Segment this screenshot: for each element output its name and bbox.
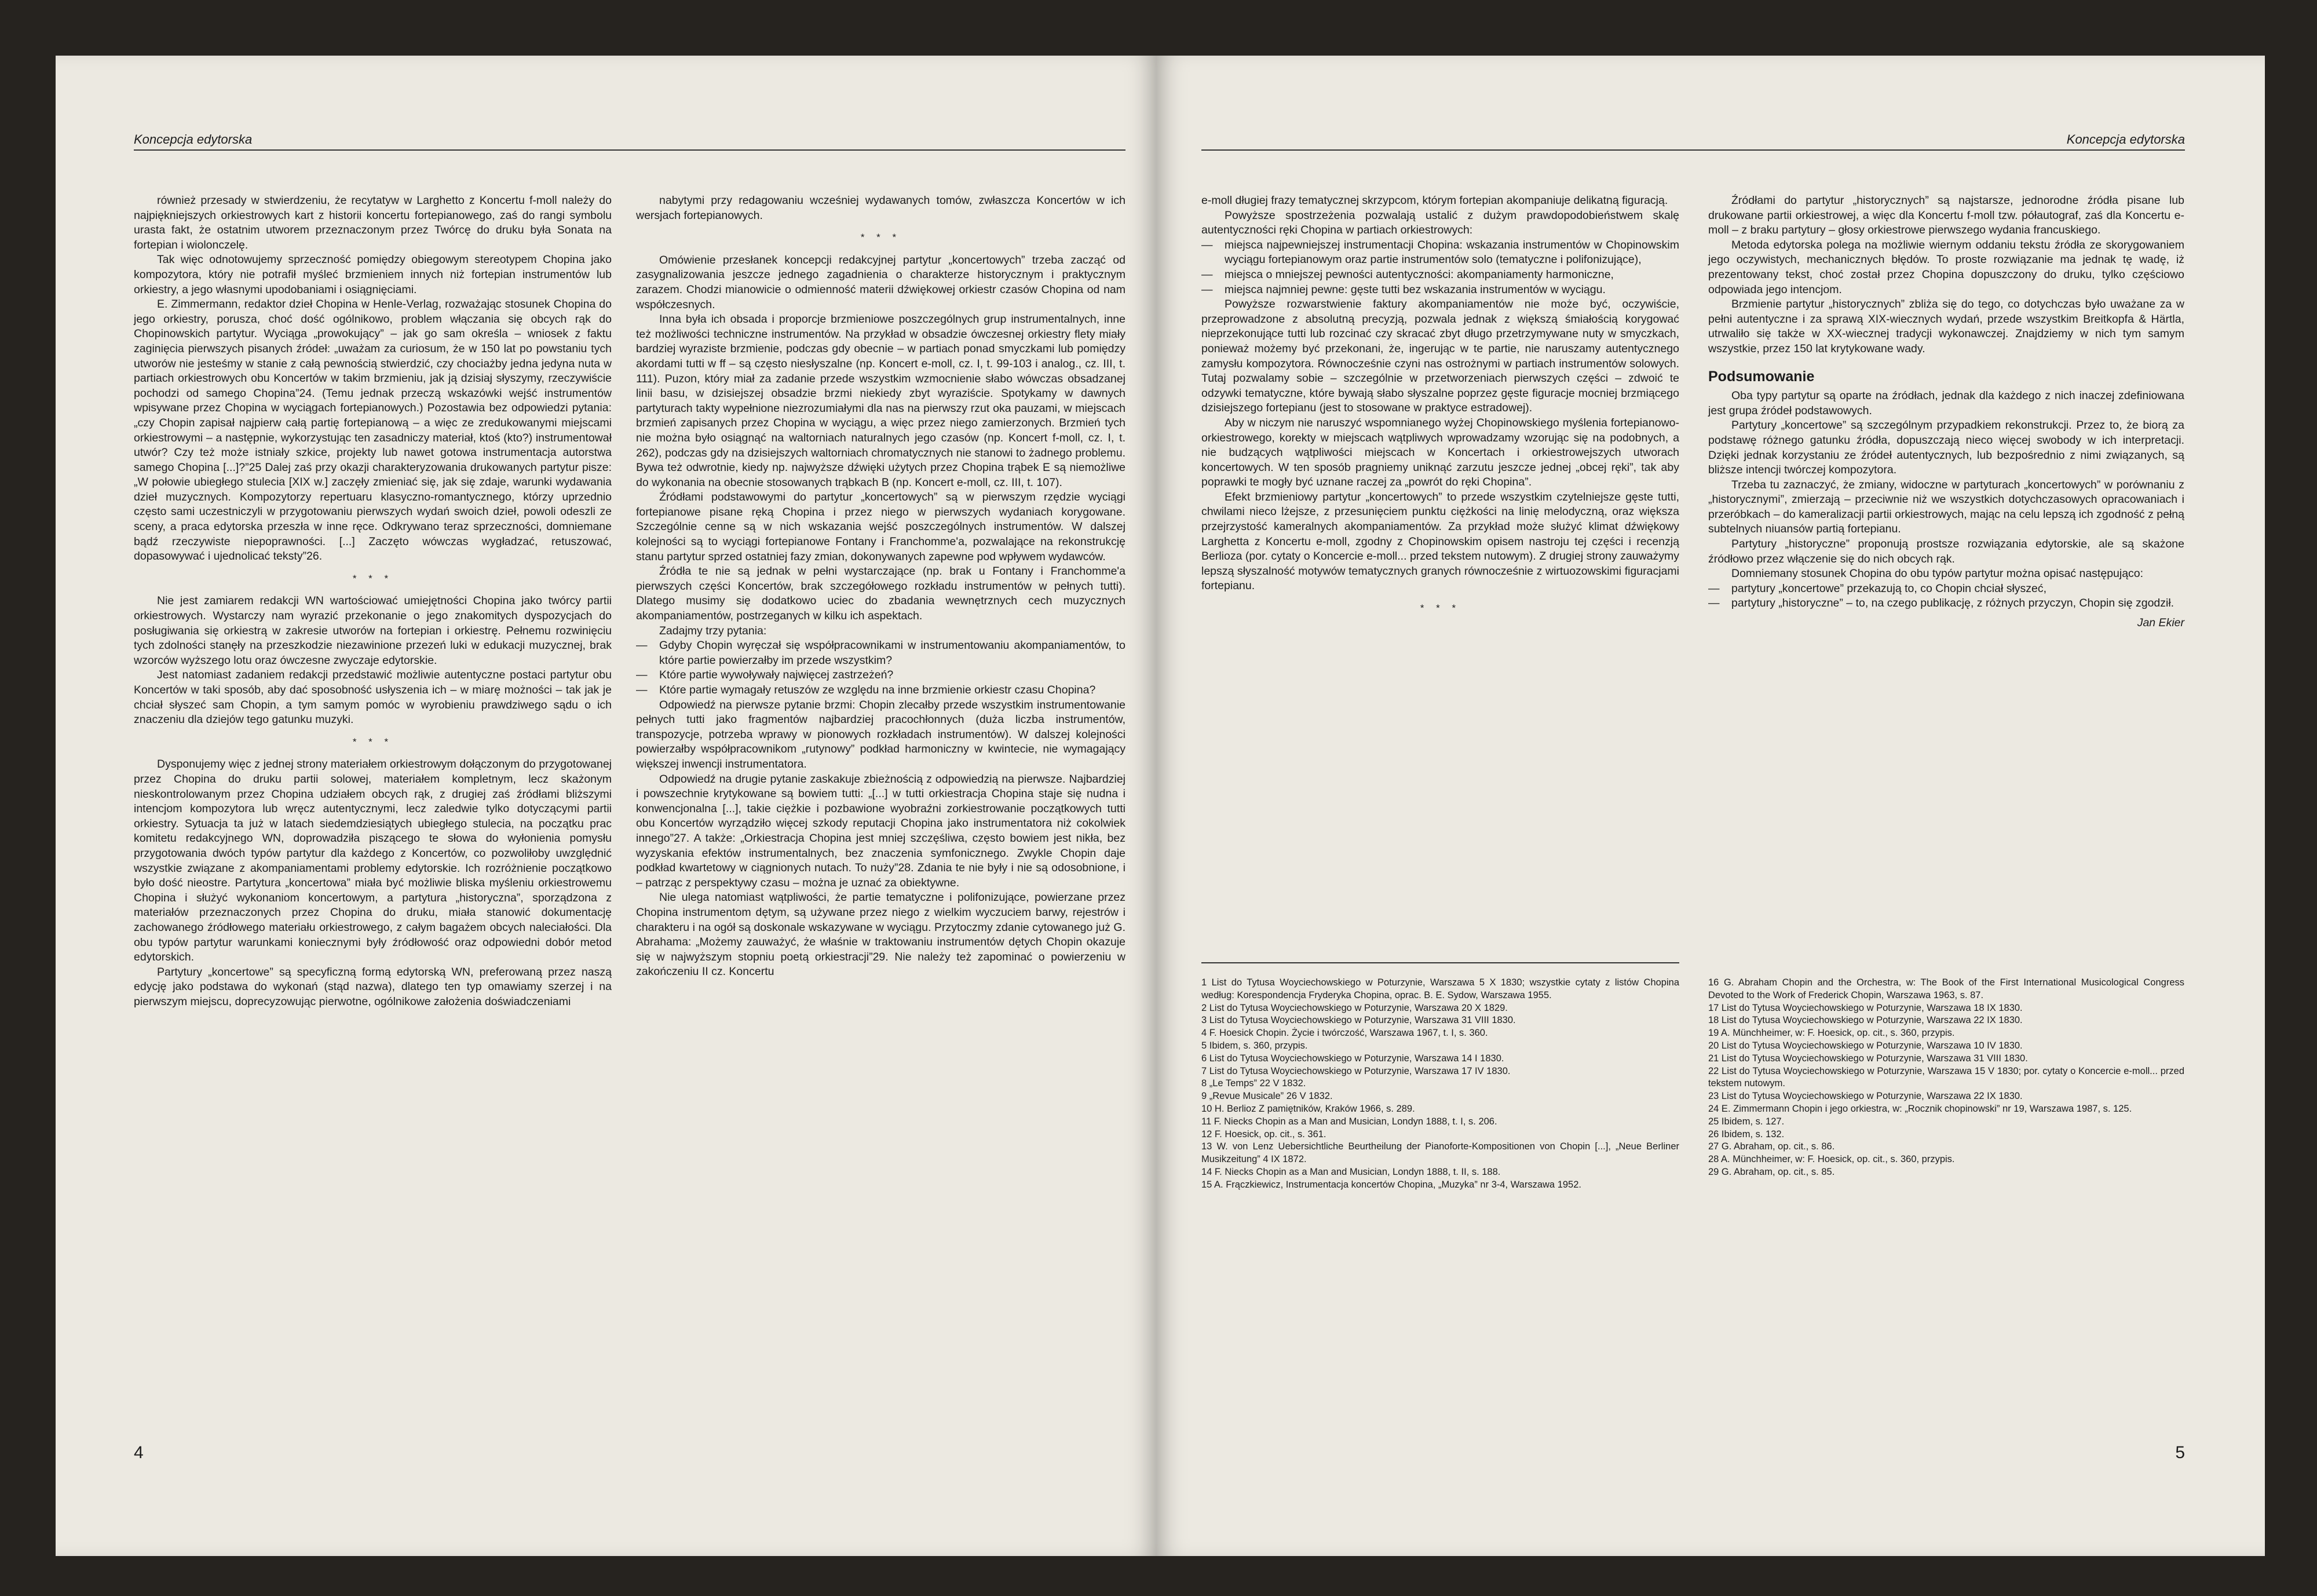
page-number-left: 4 [134,1443,144,1462]
list-item: — Gdyby Chopin wyręczał się współpracownikami w instrumentowaniu akompaniamentów, to które partie powierzałby im przede wszystkim? [659,638,1125,668]
list-item: — miejsca najmniej pewne: gęste tutti bez wskazania instrumentów w wyciągu. [1225,283,1679,298]
paragraph: Metoda edytorska polega na możliwie wiernym oddaniu tekstu źródła ze skorygowaniem jego oczywistych, mechanicznych błędów. To proste rozwiązanie ma jednak tę wadę, iż prezentowany tekst, choć został przez Chopina dopuszczony do druku, tylko częściowo odpowiada jego intencjom. [1708,238,2184,296]
footnotes-column-1 [1201,977,1679,1192]
footnote: 26 Ibidem, s. 132. [1708,1128,1785,1140]
paragraph: Tak więc odnotowujemy sprzeczność pomiędzy obiegowym stereotypem Chopina jako kompozytora, który nie potrafił myśleć brzmieniem innych niż fortepian instrumentów lub orkiestry, a jego własnymi upodobaniami i osiągnięciami. [134,253,612,296]
paragraph: Źródłami do partytur „historycznych” są najstarsze, jednorodne źródła pisane lub drukowane partii orkiestrowej, a więc dla Koncertu f-moll tzw. półautograf, zaś dla Koncertu e-moll – z braku partytury – głosy orkiestrowe pierwszego wydania francuskiego. [1708,194,2184,237]
paragraph: Odpowiedź na drugie pytanie zaskakuje zbieżnością z odpowiedzią na pierwsze. Najbardziej i powszechnie krytykowane są bowiem tutti: „[...] w tutti orkiestracja Chopina staje się nudna i konwencjonalna [...], takie ciężkie i pozbawione wyobraźni zorkiestrowanie początkowych tutti obu Koncertów wyrządziło więcej szkody reputacji Chopina jako instrumentatora niż cokolwiek innego”27. A także: „Orkiestracja Chopina jest mniej szczęśliwa, często bowiem jest nikła, bez wyzyskania efektów instrumentalnych, bez znaczenia symfonicznego. Zwykle Chopin daje podkład kwartetowy w ciągnionych nutach. To nuży”28. Zdania te nie były i nie są odosobnione, i – patrząc z perspektywy czasu – można je uznać za obiektywne. [636,772,1125,889]
footnote: 21 List do Tytusa Woyciechowskiego w Poturzynie, Warszawa 31 VIII 1830. [1708,1053,2028,1064]
section-separator: * * * [1420,602,1461,614]
footnote: 3 List do Tytusa Woyciechowskiego w Poturzynie, Warszawa 31 VIII 1830. [1201,1015,1516,1026]
text-column-2 [636,193,1125,980]
footnote: 1 List do Tytusa Woyciechowskiego w Poturzynie, Warszawa 5 X 1830; wszystkie cytaty z listów Chopina według: Korespondencja Fryderyka Chopina, oprac. B. E. Sydow, Warszawa 1955. [1201,977,1679,1000]
footnotes-column-2 [1708,977,2184,1179]
paragraph: Powyższe rozwarstwienie faktury akompaniamentów nie może być, oczywiście, przeprowadzone z absolutną precyzją, pozwala jednak z większą śmiałością korygować nieprzekonujące tutti lub rozcinać czy skracać zbyt długo przetrzymywane nuty w smyczkach, ponieważ możemy być przekonani, że, ingerując w te partie, nie naruszamy autentycznego zamysłu kompozytora. Równocześnie czyni nas ostrożnymi w partiach instrumentów solowych. Tutaj pozwalamy sobie – szczególnie w przetworzeniach pierwszych części – zdwoić te odzywki tematyczne, które bywają słabo słyszalne poprzez gęste figuracje mocniej brzmiącego dzisiejszego fortepianu (jest to stosowane w praktyce estradowej). [1201,298,1679,415]
paragraph: Nie jest zamiarem redakcji WN wartościować umiejętności Chopina jako twórcy partii orkiestrowych. Wystarczy nam wyrazić przekonanie o jego znakomitych dyspozycjach do posługiwania się orkiestrą w zakresie utworów na fortepian i orkiestrę. Pełnemu rozwinięciu tych zdolności stanęły na przeszkodzie niezawinione przezeń luki w edukacji muzycznej, brak wzorców wyższego lotu oraz ówczesne zwyczaje edytorskie. [134,594,612,667]
paragraph: e-moll długiej frazy tematycznej skrzypcom, którym fortepian akompaniuje delikatną figuracją. [1201,194,1668,207]
header-rule [134,149,1125,151]
footnote: 17 List do Tytusa Woyciechowskiego w Poturzynie, Warszawa 18 IX 1830. [1708,1002,2023,1013]
footnote: 25 Ibidem, s. 127. [1708,1116,1785,1127]
text-column-1 [1201,193,1679,624]
paragraph: Partytury „koncertowe” są szczególnym przypadkiem rekonstrukcji. Przez to, że biorą za podstawę różnego gatunku źródła, dopuszczają nieco więcej swobody w ich interpretacji. Dzięki jednak korzystaniu ze źródeł autentycznych, lub bezpośrednio z nimi związanych, są bliższe intencji twórczej kompozytora. [1708,419,2184,477]
section-separator: * * * [352,572,393,584]
paragraph: Nie ulega natomiast wątpliwości, że partie tematyczne i polifonizujące, powierzane przez Chopina instrumentom dętym, są używane przez niego z wielkim wyczuciem barwy, rejestrów i charakteru i na ogół są doskonale wskazywane w wyciągu. Przytoczmy zdanie cytowanego już G. Abrahama: „Możemy zauważyć, że właśnie w traktowaniu instrumentów dętych Chopin okazuje się w najwyższym stopniu poetą orkiestracji”29. Nie należy też zapominać o powierzeniu w zakończeniu II cz. Koncertu [636,891,1125,978]
left-page [56,56,1156,1556]
list-item: — partytury „koncertowe” przekazują to, co Chopin chciał słyszeć, [1731,582,2184,597]
paragraph: Inna była ich obsada i proporcje brzmieniowe poszczególnych grup instrumentalnych, inne też możliwości techniczne instrumentów. Na przykład w obsadzie ówczesnej orkiestry flety miały bardziej wyraziste brzmienie, podczas gdy obecnie – w partiach ponad smyczkami lub pomiędzy akordami tutti w ff – są często niesłyszalne (np. Koncert e-moll, cz. I, t. 99-103 i analog., cz. III, t. 111). Puzon, który miał za zadanie przede wszystkim wzmocnienie słabo wówczas obsadzanej linii basu, w dzisiejszej obsadzie brzmi niekiedy zbyt wyraziście. Spotykamy w dawnych partyturach takty wypełnione niezrozumiałymi dla nas na pierwszy rzut oka pauzami, w miejscach brzmień zapisanych przez Chopina w wyciągu, a więc przez niego zamierzonych. Brzmień tych nie można było osiągnąć na waltorniach naturalnych jego czasów (np. Koncert f-moll, cz. I, t. 262), podczas gdy na dzisiejszych waltorniach chromatycznych nie stanowi to żadnego problemu. Bywa też odwrotnie, kiedy np. najwyższe dźwięki użytych przez Chopina trąbek E są niemożliwe do wykonania na obecnie stosowanych trąbkach B (np. Koncert e-moll, cz. III, t. 107). [636,313,1125,489]
running-header-right: Koncepcja edytorska [2066,132,2185,147]
paragraph: Źródłami podstawowymi do partytur „koncertowych” są w pierwszym rzędzie wyciągi fortepianowe pisane ręką Chopina i przez niego w pierwszych wydaniach korygowane. Szczególnie cenne są w nich wskazania wejść poszczególnych instrumentów. W dalszej kolejności są to wyciągi fortepianowe Fontany i Franchomme'a, pozwalające na rekonstrukcję stanu partytur sprzed ostatniej fazy zmian, dokonywanych zapewne pod wpływem wydawców. [636,491,1125,563]
footnote: 9 „Revue Musicale” 26 V 1832. [1201,1091,1333,1102]
footnote-rule [1201,962,1679,963]
paragraph: Oba typy partytur są oparte na źródłach, jednak dla każdego z nich inaczej zdefiniowana jest grupa źródeł podstawowych. [1708,389,2184,417]
paragraph: Partytury „koncertowe” są specyficzną formą edytorską WN, preferowaną przez naszą edycję jako podstawa do wykonań (stąd nazwa), dlatego ten typ omawiamy szerzej i na pierwszym miejscu, doprecyzowując pierwotne, ogólnikowe założenia doświadczeniami [134,965,612,1008]
footnote: 27 G. Abraham, op. cit., s. 86. [1708,1141,1835,1152]
footnote: 23 List do Tytusa Woyciechowskiego w Poturzynie, Warszawa 22 IX 1830. [1708,1091,2023,1102]
list-item: — Które partie wymagały retuszów ze względu na inne brzmienie orkiestr czasu Chopina? [659,683,1125,698]
bullet-list [636,638,1125,697]
text-column-2 [1708,193,2184,631]
list-item: — miejsca najpewniejszej instrumentacji Chopina: wskazania instrumentów w Chopinowskim wyciągu fortepianowym oraz partie instrumentów solo (tematyczne i polifonizujące), [1225,238,1679,268]
list-item: — miejsca o mniejszej pewności autentyczności: akompaniamenty harmoniczne, [1225,268,1679,283]
section-separator: * * * [860,232,901,243]
footnote: 29 G. Abraham, op. cit., s. 85. [1708,1166,1835,1177]
footnote: 5 Ibidem, s. 360, przypis. [1201,1040,1308,1051]
list-item: — Które partie wywoływały najwięcej zastrzeżeń? [659,668,1125,683]
footnote: 12 F. Hoesick, op. cit., s. 361. [1201,1128,1326,1140]
paragraph: Omówienie przesłanek koncepcji redakcyjnej partytur „koncertowych” trzeba zacząć od zasygnalizowania jeszcze jednego zagadnienia o charakterze historycznym i praktycznym zarazem. Chodzi mianowicie o odmienność materii dźwiękowej orkiestr czasów Chopina od nam współczesnych. [636,253,1125,311]
footnote: 24 E. Zimmermann Chopin i jego orkiestra, w: „Rocznik chopinowski” nr 19, Warszawa 1987, s. 125. [1708,1103,2132,1114]
running-header-left: Koncepcja edytorska [134,132,253,147]
footnote: 4 F. Hoesick Chopin. Życie i twórczość, Warszawa 1967, t. I, s. 360. [1201,1028,1488,1039]
footnote: 15 A. Frączkiewicz, Instrumentacja koncertów Chopina, „Muzyka” nr 3-4, Warszawa 1952. [1201,1179,1581,1190]
footnote: 8 „Le Temps” 22 V 1832. [1201,1078,1306,1089]
paragraph: nabytymi przy redagowaniu wcześniej wydawanych tomów, zwłaszcza Koncertów w ich wersjach fortepianowych. [636,194,1125,222]
paragraph: Dysponujemy więc z jednej strony materiałem orkiestrowym dołączonym do przygotowanej przez Chopina do druku partii solowej, materiałem kompletnym, lecz skażonym nieskontrolowanym przez Chopina udziałem obcych rąk, z drugiej zaś źródłami bliższymi intencjom kompozytora lub wręcz autentycznymi, lecz zaledwie tylko dotyczącymi partii orkiestry. Sytuacja ta już w latach siedemdziesiątych ubiegłego stulecia, na początku prac komitetu redakcyjnego WN, doprowadziła piszącego te słowa do wyłonienia pomysłu przygotowania dwóch typów partytur dla każdego z Koncertów, co pozwoliłoby uwzględnić wszystkie związane z akompaniamentami problemy edytorskie. Ich rozróżnienie początkowo było dość nieostre. Partytura „koncertowa” miała być możliwie bliska myśleniu orkiestrowemu Chopina i służyć wykonaniom koncertowym, a partytura „historyczna”, sporządzona z materiałów przeznaczonych przez Chopina do druku, miała stanowić dokumentację zachowanego źródłowego materiału orkiestrowego, z całym bagażem obcych naleciałości. Dla obu typów partytur warunkami koniecznymi były źródłowość oraz odpowiedni dobór metod edytorskich. [134,758,612,964]
paragraph: Brzmienie partytur „historycznych” zbliża się do tego, co dotychczas było uważane za w pełni autentyczne i za sprawą XIX-wiecznych wydań, przede wszystkim Breitkopfa & Härtla, utrwaliło się także w XX-wiecznej tradycji wykonawczej. Znajdziemy w nich tym samym wszystkie, przez 150 lat krytykowane wady. [1708,298,2184,355]
right-page [1156,56,2265,1556]
page-number-right: 5 [2175,1443,2185,1462]
footnote: 19 A. Münchheimer, w: F. Hoesick, op. cit., s. 360, przypis. [1708,1028,1955,1039]
paragraph: Aby w niczym nie naruszyć wspomnianego wyżej Chopinowskiego myślenia fortepianowo-orkiestrowego, korekty w miejscach wątpliwych wprowadzamy wzorując się na podobnych, a nie budzących wątpliwości miejscach w Koncertach i orkiestrowejszych utworach koncertowych. W ten sposób pragniemy uniknąć zarzutu jeszcze jednej „obcej ręki”, tak aby poprawki te mogły być uznane raczej za „powrót do ręki Chopina”. [1201,416,1679,489]
footnote: 11 F. Niecks Chopin as a Man and Musician, Londyn 1888, t. I, s. 206. [1201,1116,1497,1127]
footnote: 16 G. Abraham Chopin and the Orchestra, w: The Book of the First International Musicological Congress Devoted to the Work of Frederick Chopin, Warszawa 1963, s. 87. [1708,977,2184,1000]
bullet-list [1201,238,1679,297]
footnote: 14 F. Niecks Chopin as a Man and Musician, Londyn 1888, t. II, s. 188. [1201,1166,1501,1177]
header-rule [1201,149,2185,151]
footnote: 20 List do Tytusa Woyciechowskiego w Poturzynie, Warszawa 10 IV 1830. [1708,1040,2023,1051]
paragraph: Efekt brzmieniowy partytur „koncertowych” to przede wszystkim czytelniejsze gęste tutti, chwilami nieco lżejsze, z przesunięciem punktu ciężkości na linię melodyczną, oraz większa przejrzystość kameralnych akompaniamentów. Za przykład może służyć klimat dźwiękowy Larghetta z Koncertu e-moll, zgodny z Chopinowskim opisem nastroju tej części i recenzją Berlioza (por. cytaty o Koncercie e-moll... przed tekstem nutowym). Z drugiej strony zauważymy lepszą słyszalność motywów tematycznych granych równocześnie z wirtuozowskimi figuracjami fortepianu. [1201,490,1679,593]
footnote: 2 List do Tytusa Woyciechowskiego w Poturzynie, Warszawa 20 X 1829. [1201,1002,1508,1013]
paragraph: Powyższe spostrzeżenia pozwalają ustalić z dużym prawdopodobieństwem skalę autentyczności ręki Chopina w partiach orkiestrowych: [1201,209,1679,237]
paragraph: Domniemany stosunek Chopina do obu typów partytur można opisać następująco: [1731,567,2144,580]
bullet-list [1708,582,2184,611]
footnote: 22 List do Tytusa Woyciechowskiego w Poturzynie, Warszawa 15 V 1830; por. cytaty o Koncercie e-moll... przed tekstem nutowym. [1708,1065,2184,1089]
footnote: 18 List do Tytusa Woyciechowskiego w Poturzynie, Warszawa 22 IX 1830. [1708,1015,2023,1026]
paragraph: Odpowiedź na pierwsze pytanie brzmi: Chopin zlecałby przede wszystkim instrumentowanie pełnych tutti jako fragmentów najbardziej pracochłonnych (duża liczba instrumentów, transpozycje, potrzeba wprawy w pionowych rozkładach instrumentów). W dalszej kolejności powierzałby współpracownikom „rutynowy” podkład harmoniczny w kwintecie, nie wymagający większej inwencji instrumentatora. [636,698,1125,770]
section-separator: * * * [352,736,393,747]
paragraph: również przesady w stwierdzeniu, że recytatyw w Larghetto z Koncertu f-moll należy do najpiękniejszych orkiestrowych kart z historii koncertu fortepianowego, zaś do rangi symbolu urasta fakt, że ostatnim utworem przeznaczonym przez Twórcę do druku była Sonata na fortepian i wiolonczelę. [134,194,612,251]
section-heading: Podsumowanie [1708,368,1815,385]
text-column-1 [134,193,612,1009]
paragraph: Zadajmy trzy pytania: [659,624,767,637]
footnote: 13 W. von Lenz Uebersichtliche Beurtheilung der Pianoforte-Kompositionen von Chopin [...], „Neue Berliner Musikzeitung” 4 IX 1872. [1201,1141,1679,1165]
author-signature: Jan Ekier [2137,616,2184,630]
paragraph: Partytury „historyczne” proponują prostsze rozwiązania edytorskie, ale są skażone źródłowo przez włączenie się do nich obcych rąk. [1708,538,2184,565]
footnote: 7 List do Tytusa Woyciechowskiego w Poturzynie, Warszawa 17 IV 1830. [1201,1065,1511,1076]
footnote: 10 H. Berlioz Z pamiętników, Kraków 1966, s. 289. [1201,1103,1415,1114]
list-item: — partytury „historyczne” – to, na czego publikację, z różnych przyczyn, Chopin się zgodził. [1731,596,2184,611]
paragraph: Źródła te nie są jednak w pełni wystarczające (np. brak u Fontany i Franchomme'a pierwszych części Koncertów, brak szczegółowego rozkładu instrumentów w pełnych tutti). Dlatego musimy się dodatkowo uciec do zbadania wewnętrznych cech muzycznych akompaniamentów, postrzeganych w kilku ich aspektach. [636,565,1125,623]
paragraph: E. Zimmermann, redaktor dzieł Chopina w Henle-Verlag, rozważając stosunek Chopina do jego orkiestry, porusza, choć dość ogólnikowo, problem włączania się obcych rąk do Chopinowskich partytur. Wyciąga „prowokujący” – jak go sam określa – wniosek z faktu zaginięcia pierwszych pisanych źródeł: „uważam za curiosum, że w 150 lat po powstaniu tych utworów nie jesteśmy w stanie z całą pewnością stwierdzić, czy chociażby jedna jedyna nuta w partiach orkiestrowych obu Koncertów w takim brzmieniu, jak ją dzisiaj słyszymy, rzeczywiście pochodzi od samego Chopina”24. (Temu jednak przeczą wskazówki wejść instrumentów wpisywane przez Chopina w wyciągach fortepianowych.) Pozostawia bez odpowiedzi pytania: „czy Chopin zapisał najpierw całą partię fortepianową – a więc ze zredukowanymi miejscami orkiestrowymi – a następnie, wykorzystując ten zasadniczy materiał, ktoś (kto?) instrumentował utwór? Czy też może istniały szkice, projekty lub nawet gotowa instrumentacja autorstwa samego Chopina [...]?”25 Dalej zaś przy okazji charakteryzowania drukowanych partytur pisze: „W połowie ubiegłego stulecia [XIX w.] zaczęły zmieniać się, jak się zdaje, warunki wydawania dzieł muzycznych. Kompozytorzy repertuaru klasyczno-romantycznego, którzy uprzednio często sami uczestniczyli w przygotowaniu pierwszych wydań swoich dzieł, powoli odeszli ze sceny, a praca edytorska przeszła w inne ręce. Odkrywano teraz sprzeczności, domniemane bądź rzeczywiste niepoprawności. [...] Zaczęto wówczas wygładzać, retuszować, dopasowywać i ujednolicać teksty”26. [134,298,612,563]
book-spread [56,56,2265,1556]
footnote: 28 A. Münchheimer, w: F. Hoesick, op. cit., s. 360, przypis. [1708,1154,1955,1165]
paragraph: Trzeba tu zaznaczyć, że zmiany, widoczne w partyturach „koncertowych” w porównaniu z „historycznymi”, zmierzają – przeciwnie niż we wszystkich dotychczasowych opracowaniach i przeróbkach – do kameralizacji partii orkiestrowych, mając na celu lepszą ich zgodność z pełną subtelnych niuansów partią fortepianu. [1708,478,2184,536]
footnote: 6 List do Tytusa Woyciechowskiego w Poturzynie, Warszawa 14 I 1830. [1201,1053,1504,1064]
paragraph: Jest natomiast zadaniem redakcji przedstawić możliwie autentyczne postaci partytur obu Koncertów w taki sposób, aby dać sposobność usłyszenia ich – w miarę możności – tak jak je chciał słyszeć sam Chopin, a tym samym pomóc w wyrobieniu prawdziwego sądu o ich znaczeniu dla dziejów tego gatunku muzyki. [134,669,612,726]
